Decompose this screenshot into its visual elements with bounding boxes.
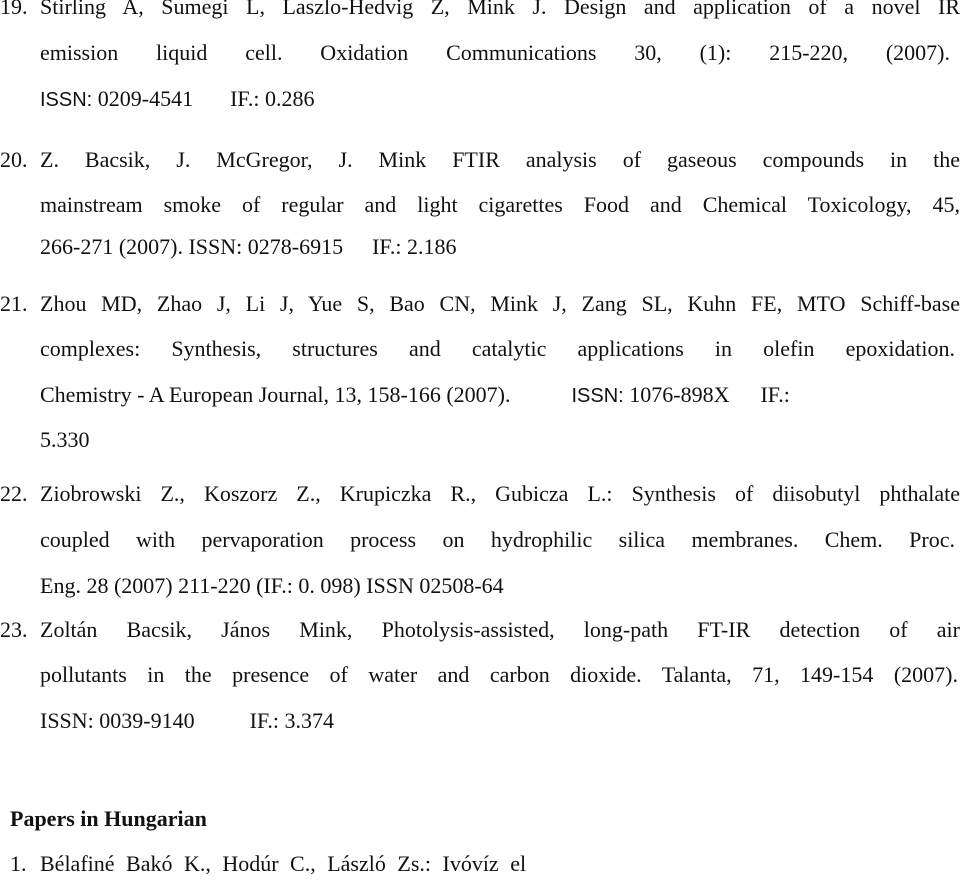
reference-number: 22. [0,481,28,506]
reference-number: 19. [0,0,28,19]
reference-number: 1. [10,851,27,876]
reference-text: pollutants in the presence of water and carbon dioxide. Talanta, 71, 149-154 (2007). [40,662,958,687]
reference-number: 21. [0,291,28,316]
reference-text: ISSN: 0039-9140 [40,708,195,733]
reference-text: Zhou MD, Zhao J, Li J, Yue S, Bao CN, Mink J, Zang SL, Kuhn FE, MTO Schiff-base [40,291,960,316]
reference-21-line-4 [40,425,240,469]
reference-text: mainstream smoke of regular and light cigarettes Food and Chemical Toxicology, 45, [40,192,960,217]
reference-text: Chemistry - A European Journal, 13, 158-166 (2007). [40,382,511,407]
impact-factor: IF.: 3.374 [249,708,335,733]
reference-23-line-3 [40,706,950,750]
reference-19-line-2 [40,38,950,82]
reference-21-line-2 [40,334,955,378]
reference-19-line-1 [0,0,960,36]
reference-number: 23. [0,617,28,642]
reference-text: emission liquid cell. Oxidation Communications 30, (1): 215-220, (2007). [40,40,950,65]
reference-22-line-2 [40,525,955,569]
reference-19-line-3 [40,84,950,128]
impact-factor-label: IF.: [760,382,790,407]
issn-value: 1076-898X [629,382,730,407]
reference-text: Stirling A, Sumegi L, Laszlo-Hedvig Z, Mink J. Design and application of a novel IR [40,0,960,19]
reference-20-line-1 [0,145,960,189]
section-heading: Papers in Hungarian [10,806,207,831]
reference-text: Bélafiné Bakó K., Hodúr C., László Zs.: Ivóvíz el [40,851,527,876]
reference-23-line-2 [40,660,958,704]
reference-21-line-1 [0,289,960,333]
reference-text: Eng. 28 (2007) 211-220 (IF.: 0. 098) ISSN 02508-64 [40,573,504,598]
reference-number: 20. [0,147,28,172]
hungarian-paper-1 [10,849,950,893]
impact-factor: IF.: 0.286 [230,86,315,111]
reference-text: Ziobrowski Z., Koszorz Z., Krupiczka R., Gubicza L.: Synthesis of diisobutyl phthalate [40,481,960,506]
reference-22-line-1 [0,479,960,523]
reference-21-line-3 [40,380,960,424]
reference-text: coupled with pervaporation process on hydrophilic silica membranes. Chem. Proc. [40,527,955,552]
reference-22-line-3 [40,571,950,615]
reference-text: Z. Bacsik, J. McGregor, J. Mink FTIR analysis of gaseous compounds in the [40,147,960,172]
reference-20-line-2 [40,190,960,234]
reference-text: 266-271 (2007). ISSN: 0278-6915 [40,234,344,259]
reference-text: complexes: Synthesis, structures and catalytic applications in olefin epoxidation. [40,336,955,361]
reference-20-line-3 [40,232,950,276]
impact-factor-value: 5.330 [40,427,90,452]
issn-label: ISSN: [571,385,624,407]
issn-value: 0209-4541 [97,86,194,111]
reference-23-line-1 [0,615,960,659]
issn-label: ISSN: [40,89,93,111]
impact-factor: IF.: 2.186 [372,234,457,259]
reference-text: Zoltán Bacsik, János Mink, Photolysis-assisted, long-path FT-IR detection of air [40,617,960,642]
